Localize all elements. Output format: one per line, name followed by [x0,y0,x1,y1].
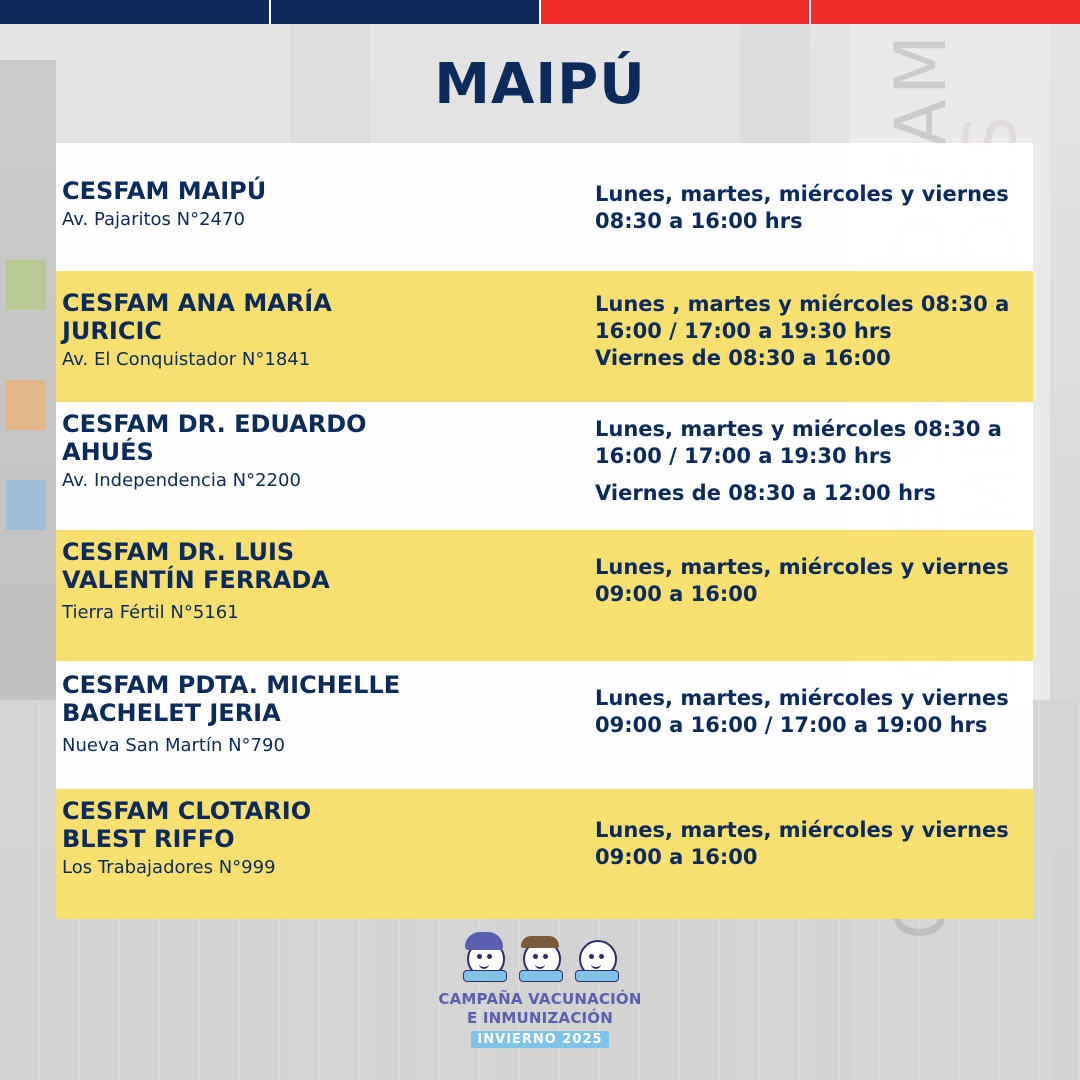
center-schedule: Viernes de 08:30 a 16:00 [595,346,891,370]
grandpa-face-icon [459,930,509,982]
center-schedule: Lunes , martes y miércoles 08:30 a 16:00 / 17:00 a 19:30 hrs [595,292,1010,343]
campaign-logo [0,930,1080,1048]
center-name: CESFAM PDTA. MICHELLE BACHELET JERIA [62,671,401,727]
center-address: Nueva San Martín N°790 [62,735,285,756]
center-address: Av. Pajaritos N°2470 [62,209,245,230]
campaign-line2: E INMUNIZACIÓN [466,1009,614,1027]
campaign-badge: INVIERNO 2025 [471,1031,608,1048]
table-row [56,789,1033,919]
center-address: Av. Independencia N°2200 [62,470,301,491]
baby-face-icon [571,930,621,982]
center-address: Tierra Fértil N°5161 [62,602,239,623]
center-schedule: Lunes, martes, miércoles y viernes 08:30 a 16:00 hrs [595,182,1009,233]
center-name: CESFAM MAIPÚ [62,177,267,205]
table-row [56,402,1033,530]
center-address: Av. El Conquistador N°1841 [62,349,311,370]
center-schedule: Lunes, martes y miércoles 08:30 a 16:00 / 17:00 a 19:30 hrs [595,417,1002,468]
center-address: Los Trabajadores N°999 [62,857,276,878]
cesfam-table [56,143,1033,919]
campaign-line1: CAMPAÑA VACUNACIÓN [438,990,642,1008]
center-schedule: Viernes de 08:30 a 12:00 hrs [595,481,936,505]
table-row [56,143,1033,271]
campaign-mascots [0,930,1080,990]
center-schedule: Lunes, martes, miércoles y viernes 09:00 a 16:00 / 17:00 a 19:00 hrs [595,686,1009,737]
page-title: MAIPÚ [434,52,646,117]
center-name: CESFAM ANA MARÍA JURICIC [62,289,332,345]
center-schedule: Lunes, martes, miércoles y viernes 09:00 a 16:00 [595,818,1009,869]
table-row [56,271,1033,402]
center-name: CESFAM DR. LUIS VALENTÍN FERRADA [62,538,330,594]
table-row [56,530,1033,661]
table-row [56,661,1033,789]
top-color-band [0,0,1080,24]
center-schedule: Lunes, martes, miércoles y viernes 09:00 a 16:00 [595,555,1009,606]
center-name: CESFAM DR. EDUARDO AHUÉS [62,410,367,466]
girl-face-icon [515,930,565,982]
center-name: CESFAM CLOTARIO BLEST RIFFO [62,797,312,853]
